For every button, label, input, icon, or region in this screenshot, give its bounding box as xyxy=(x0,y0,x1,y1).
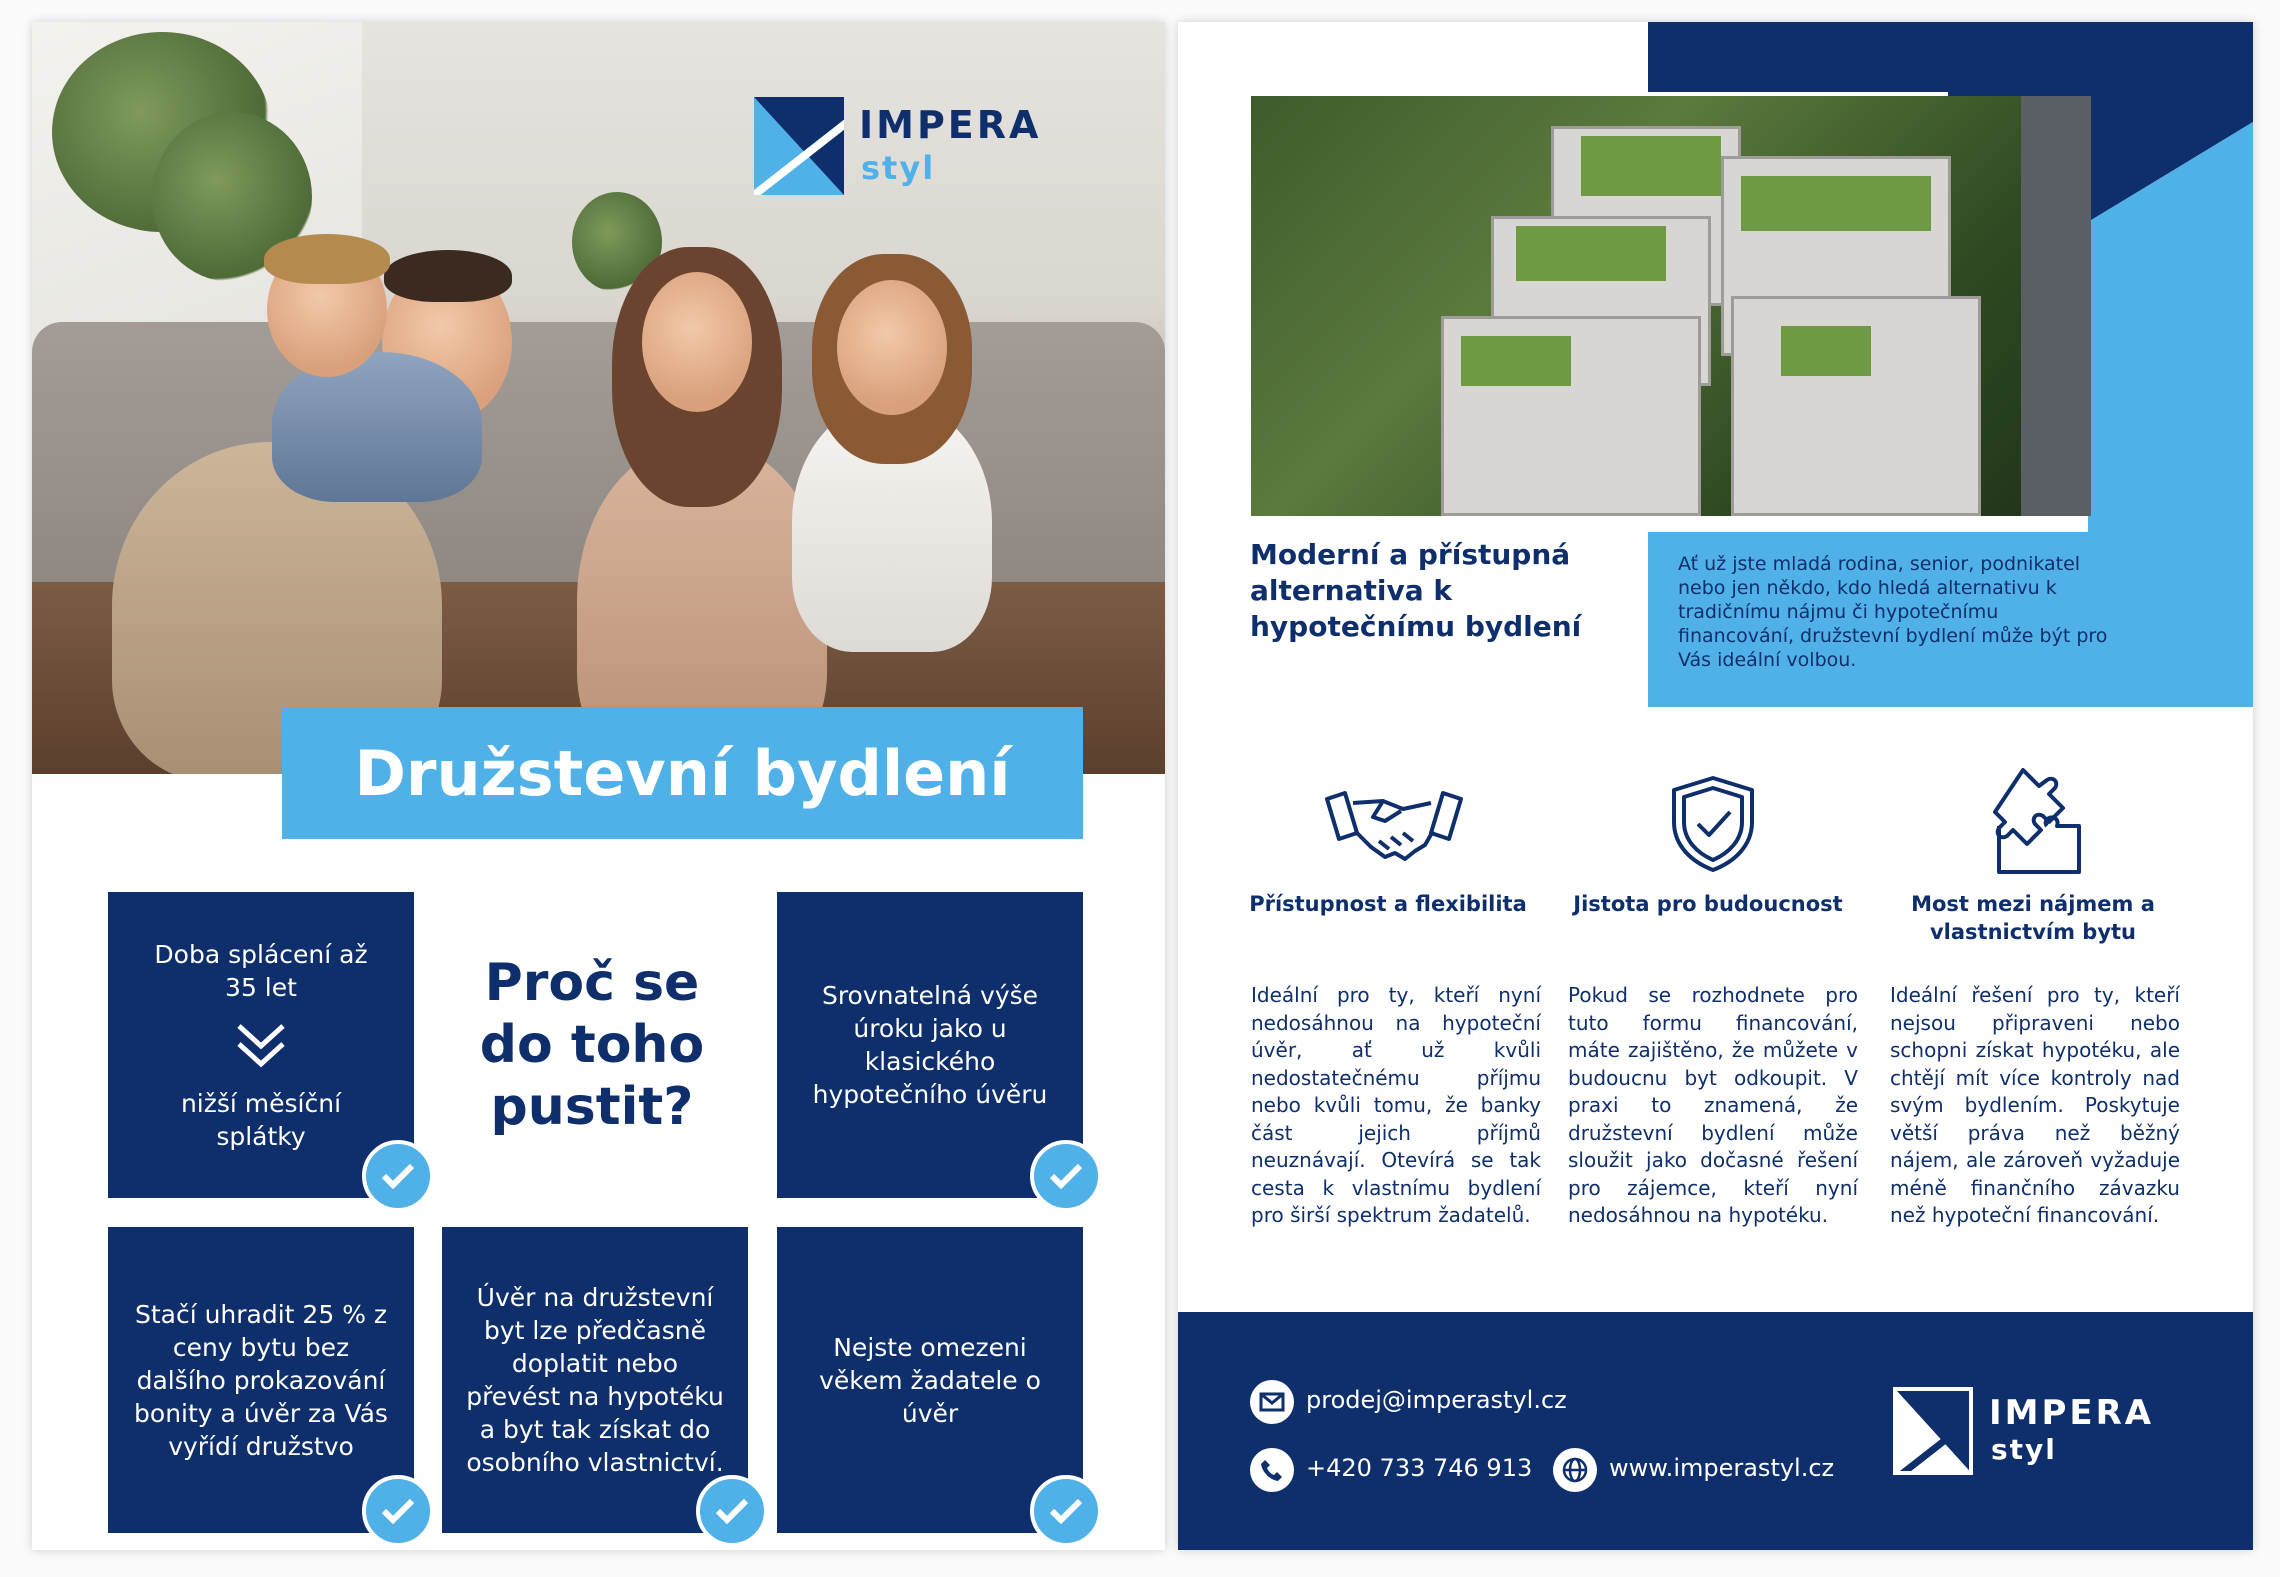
tile-interest xyxy=(777,892,1083,1198)
double-chevron-down-icon xyxy=(235,1022,287,1077)
tile-prepayment-text: Úvěr na družstevní byt lze předčasně doplatit nebo převést na hypotéku a byt tak získat do osobního vlastnictví. xyxy=(466,1283,724,1477)
contact-footer xyxy=(1178,1312,2253,1550)
feature-text: Ideální řešení pro ty, kteří nejsou připraveni nebo schopni získat hypotéku, ale chtějí mít více kontroly nad svým bydlením. Poskytuje větší práva než běžný nájem, ale zároveň vyžaduje méně finančního závazku než hypoteční financování. xyxy=(1890,983,2180,1227)
logo-mark-icon xyxy=(754,97,844,195)
headline: Moderní a přístupná alternativa k hypotečnímu bydlení xyxy=(1250,538,1582,643)
feature-title: Přístupnost a flexibilita xyxy=(1249,892,1527,916)
email-icon xyxy=(1250,1380,1294,1424)
tile-downpayment xyxy=(108,1227,414,1533)
feature-title: Jistota pro budoucnost xyxy=(1573,892,1843,916)
logo-name: IMPERA xyxy=(859,103,1042,147)
tile-age-text: Nejste omezeni věkem žadatele o úvěr xyxy=(819,1332,1041,1428)
tile-repayment-top: Doba splácení až 35 let xyxy=(154,939,368,1002)
phone-icon xyxy=(1250,1448,1294,1492)
why-heading: Proč se do toho pustit? xyxy=(479,953,705,1137)
page-title: Družstevní bydlení xyxy=(354,736,1011,810)
tile-prepayment xyxy=(442,1227,748,1533)
tile-interest-text: Srovnatelná výše úroku jako u klasického hypotečního úvěru xyxy=(812,981,1048,1109)
tile-downpayment-text: Stačí uhradit 25 % z ceny bytu bez dalšího prokazování bonity a úvěr za Vás vyřídí družstvo xyxy=(134,1299,388,1461)
check-icon xyxy=(696,1475,768,1547)
handshake-icon xyxy=(1323,787,1465,871)
contact-email[interactable]: prodej@imperastyl.cz xyxy=(1306,1386,1567,1414)
check-icon xyxy=(1030,1140,1102,1212)
feature-text: Pokud se rozhodnete pro tuto formu financování, máte zajištěno, že můžete v budoucnu byt odkoupit. V praxi to znamená, že družstevní bydlení může sloužit jako dočasné řešení pro zájemce, kteří nyní nedosáhnou na hypotéku. xyxy=(1568,983,1858,1227)
intro-panel xyxy=(1648,532,2253,707)
impera-logo-footer xyxy=(1893,1387,2213,1477)
shield-check-icon xyxy=(1668,774,1758,878)
tile-repayment-bottom: nižší měsíční splátky xyxy=(180,1088,342,1151)
logo-sub: styl xyxy=(861,149,936,187)
contact-web[interactable]: www.imperastyl.cz xyxy=(1609,1454,1835,1482)
tile-age xyxy=(777,1227,1083,1533)
impera-logo xyxy=(754,97,1094,197)
building-photo xyxy=(1251,96,2091,516)
intro-text: Ať už jste mladá rodina, senior, podnikatel nebo jen někdo, kdo hledá alternativu k tradičnímu nájmu či hypotečnímu financování, družstevní bydlení může být pro Vás ideální volbou. xyxy=(1678,553,2108,671)
title-band xyxy=(282,707,1083,839)
globe-icon xyxy=(1553,1448,1597,1492)
feature-text: Ideální pro ty, kteří nyní nedosáhnou na hypoteční úvěr, ať už kvůli nedostatečnému příjmu nebo kvůli tomu, že banky část jejich příjmů neuznávají. Otevírá se tak cesta k vlastnímu bydlení pro širší spektrum žadatelů. xyxy=(1251,983,1541,1227)
check-icon xyxy=(362,1140,434,1212)
logo-name: IMPERA xyxy=(1989,1393,2155,1433)
check-icon xyxy=(1030,1475,1102,1547)
contact-phone[interactable]: +420 733 746 913 xyxy=(1306,1454,1533,1482)
logo-mark-icon xyxy=(1893,1387,1973,1475)
check-icon xyxy=(362,1475,434,1547)
puzzle-icon xyxy=(1993,764,2083,880)
feature-title: Most mezi nájmem a vlastnictvím bytu xyxy=(1911,892,2155,944)
right-page xyxy=(1178,22,2253,1550)
tile-repayment xyxy=(108,892,414,1198)
left-page xyxy=(32,22,1165,1550)
logo-sub: styl xyxy=(1991,1433,2057,1466)
